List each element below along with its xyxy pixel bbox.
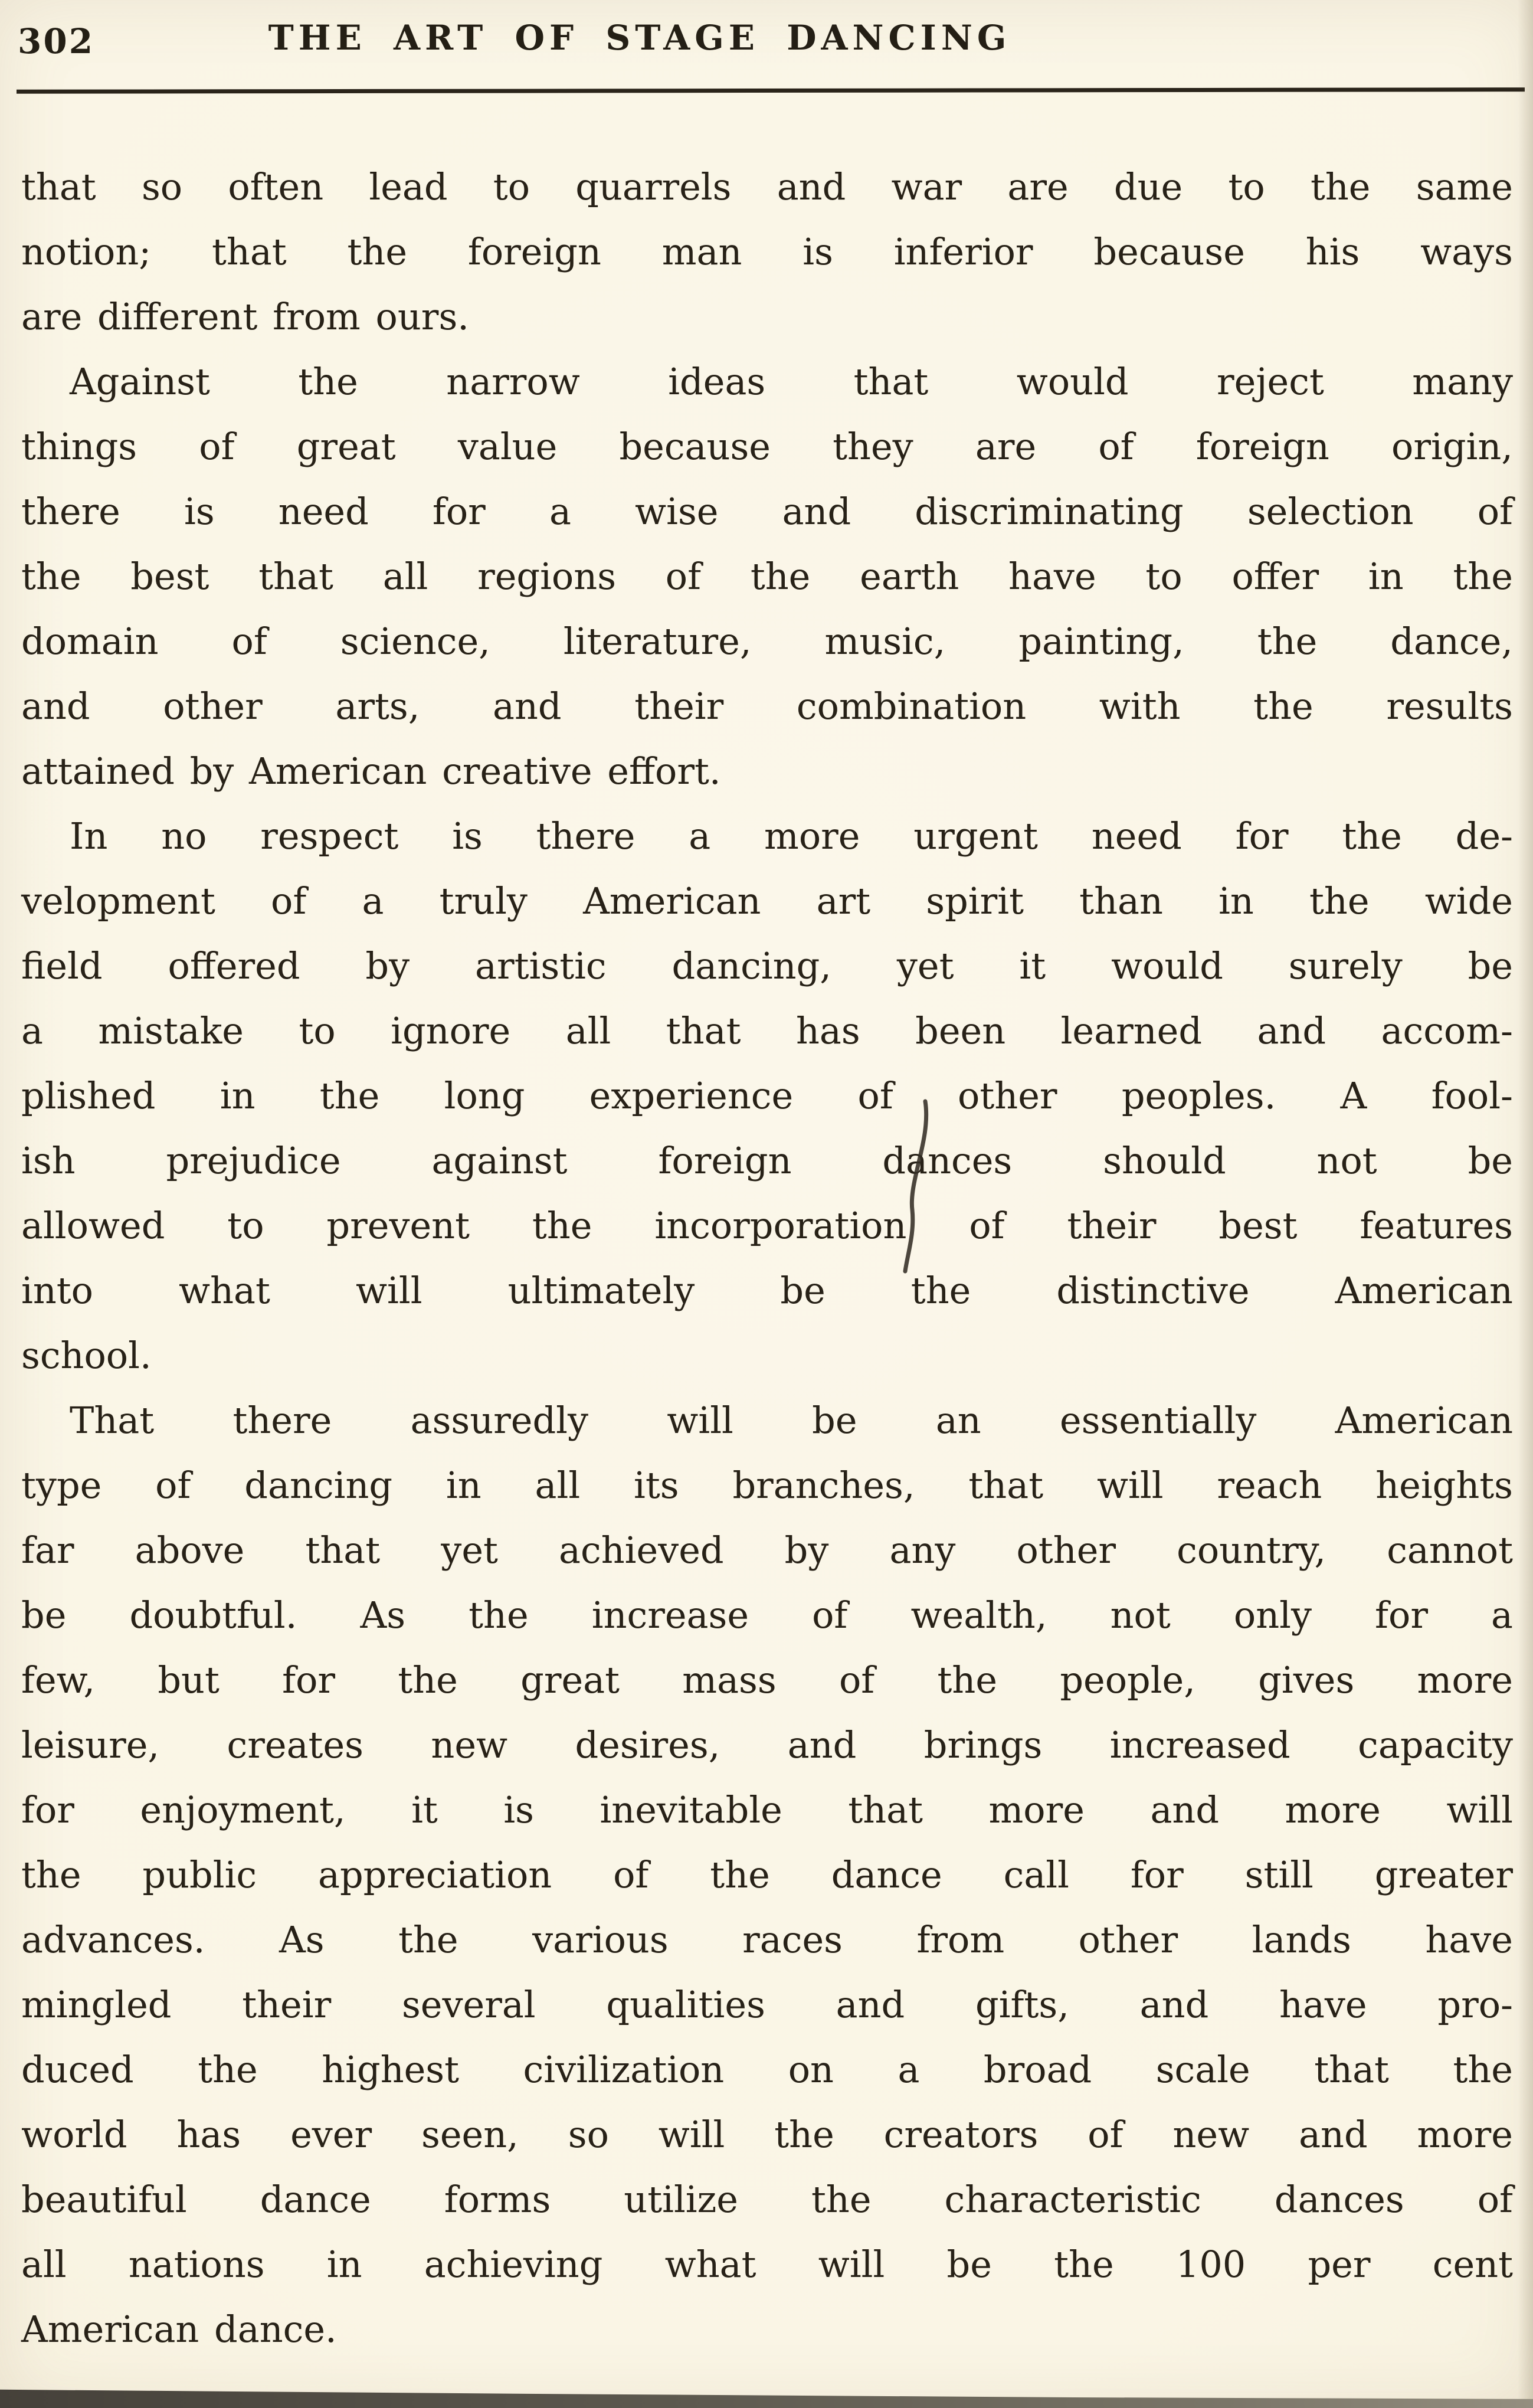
text-line: domain of science, literature, music, painting, the dance, — [21, 620, 1513, 663]
text-line: advances. As the various races from other lands have — [21, 1918, 1513, 1961]
text-line: Against the narrow ideas that would reject many — [70, 360, 1513, 403]
text-line: mingled their several qualities and gifts, and have pro- — [21, 1983, 1513, 2026]
text-line: In no respect is there a more urgent need for the de- — [70, 814, 1513, 858]
text-line: into what will ultimately be the distinctive American — [21, 1269, 1513, 1312]
text-line: the public appreciation of the dance call for still greater — [21, 1853, 1513, 1896]
text-line: school. — [21, 1334, 152, 1377]
text-line: notion; that the foreign man is inferior because his ways — [21, 230, 1513, 273]
text-line: American dance. — [21, 2308, 337, 2351]
page-number: 302 — [18, 21, 95, 61]
text-line: all nations in achieving what will be the 100 per cent — [21, 2243, 1513, 2286]
scan-edge-artifact — [0, 2384, 1533, 2408]
text-line: allowed to prevent the incorporation of their best features — [21, 1204, 1513, 1247]
text-line: beautiful dance forms utilize the characteristic dances of — [21, 2178, 1513, 2221]
text-line: duced the highest civilization on a broad scale that the — [21, 2048, 1513, 2091]
text-line: there is need for a wise and discriminating selection of — [21, 490, 1513, 533]
text-line: things of great value because they are of foreign origin, — [21, 425, 1513, 468]
text-line: plished in the long experience of other peoples. A fool- — [21, 1074, 1513, 1117]
text-line: for enjoyment, it is inevitable that more and more will — [21, 1788, 1513, 1831]
text-line: ish prejudice against foreign dances should not be — [21, 1139, 1513, 1182]
text-line: be doubtful. As the increase of wealth, not only for a — [21, 1594, 1513, 1637]
text-line: are different from ours. — [21, 295, 469, 338]
text-line: the best that all regions of the earth have to offer in the — [21, 555, 1513, 598]
page-header — [18, 13, 1509, 78]
text-line: and other arts, and their combination with the results — [21, 685, 1513, 728]
text-line: velopment of a truly American art spirit than in the wide — [21, 879, 1513, 922]
text-line: That there assuredly will be an essentially American — [70, 1399, 1513, 1442]
text-line: few, but for the great mass of the people, gives more — [21, 1658, 1513, 1702]
text-line: attained by American creative effort. — [21, 750, 721, 793]
running-title: THE ART OF STAGE DANCING — [268, 18, 1011, 58]
page-body — [21, 155, 1513, 2362]
text-line: a mistake to ignore all that has been learned and accom- — [21, 1009, 1513, 1052]
text-line: that so often lead to quarrels and war are due to the same — [21, 165, 1513, 208]
text-line: field offered by artistic dancing, yet it would surely be — [21, 944, 1513, 987]
header-rule — [17, 87, 1525, 94]
scan-shadow-artifact — [1518, 0, 1533, 2408]
text-line: leisure, creates new desires, and brings increased capacity — [21, 1723, 1513, 1766]
text-line: type of dancing in all its branches, that will reach heights — [21, 1464, 1513, 1507]
text-line: world has ever seen, so will the creators of new and more — [21, 2113, 1513, 2156]
text-line: far above that yet achieved by any other country, cannot — [21, 1529, 1513, 1572]
